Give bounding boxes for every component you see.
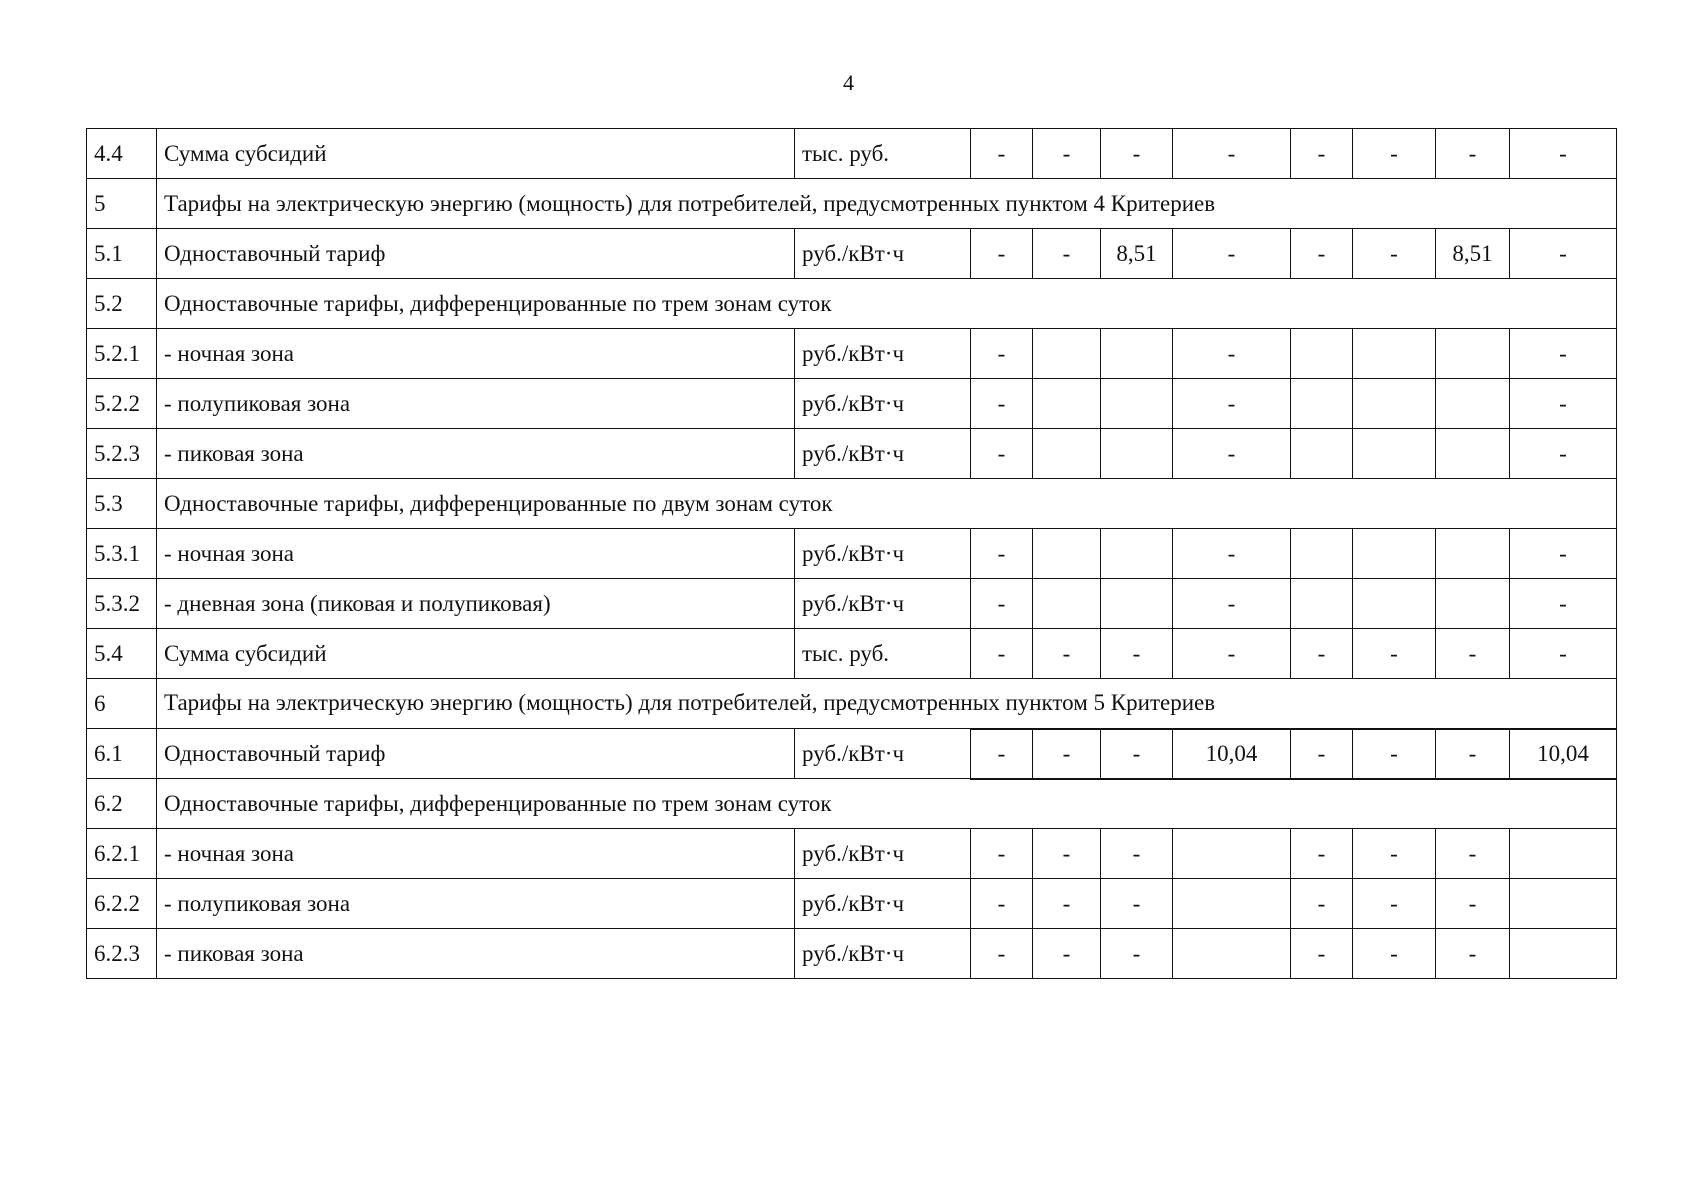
- value-cell: [1173, 879, 1291, 929]
- row-name: Сумма субсидий: [157, 629, 795, 679]
- section-heading: Тарифы на электрическую энергию (мощность) для потребителей, предусмотренных пунктом 5 Критериев: [157, 679, 1617, 729]
- value-cell: 10,04: [1510, 729, 1617, 779]
- row-number: 5.2: [87, 279, 157, 329]
- row-unit: тыс. руб.: [795, 129, 971, 179]
- value-cell: -: [971, 629, 1033, 679]
- row-number: 6.2.3: [87, 929, 157, 979]
- value-cell: [1173, 829, 1291, 879]
- value-cell: -: [1173, 379, 1291, 429]
- row-number: 6: [87, 679, 157, 729]
- row-unit: руб./кВт·ч: [795, 329, 971, 379]
- section-heading: Одноставочные тарифы, дифференцированные по трем зонам суток: [157, 779, 1617, 829]
- value-cell: -: [1101, 729, 1173, 779]
- value-cell: -: [1436, 129, 1510, 179]
- value-cell: -: [971, 429, 1033, 479]
- tariff-table: [86, 128, 1617, 979]
- value-cell: [1436, 329, 1510, 379]
- value-cell: [1353, 529, 1436, 579]
- row-number: 5.2.1: [87, 329, 157, 379]
- value-cell: 8,51: [1436, 229, 1510, 279]
- row-unit: руб./кВт·ч: [795, 379, 971, 429]
- value-cell: -: [1101, 129, 1173, 179]
- value-cell: -: [971, 929, 1033, 979]
- table-row: [87, 179, 1617, 229]
- row-number: 6.2.2: [87, 879, 157, 929]
- value-cell: [1101, 329, 1173, 379]
- table-row: [87, 779, 1617, 829]
- value-cell: -: [971, 829, 1033, 879]
- row-name: - ночная зона: [157, 529, 795, 579]
- value-cell: [1353, 329, 1436, 379]
- value-cell: -: [1353, 929, 1436, 979]
- row-unit: руб./кВт·ч: [795, 229, 971, 279]
- value-cell: -: [1173, 529, 1291, 579]
- row-unit: руб./кВт·ч: [795, 729, 971, 779]
- value-cell: -: [1291, 879, 1353, 929]
- value-cell: -: [1353, 879, 1436, 929]
- value-cell: -: [1510, 379, 1617, 429]
- value-cell: -: [1101, 629, 1173, 679]
- value-cell: [1436, 579, 1510, 629]
- value-cell: -: [1173, 129, 1291, 179]
- table-row: [87, 679, 1617, 729]
- value-cell: -: [1173, 629, 1291, 679]
- value-cell: -: [971, 729, 1033, 779]
- value-cell: -: [1033, 629, 1101, 679]
- value-cell: -: [1291, 629, 1353, 679]
- row-number: 5.3: [87, 479, 157, 529]
- row-number: 5.3.1: [87, 529, 157, 579]
- value-cell: -: [1173, 579, 1291, 629]
- value-cell: -: [1510, 229, 1617, 279]
- value-cell: [1291, 579, 1353, 629]
- value-cell: -: [1173, 429, 1291, 479]
- value-cell: -: [1510, 329, 1617, 379]
- value-cell: -: [1291, 229, 1353, 279]
- value-cell: -: [971, 579, 1033, 629]
- value-cell: [1101, 379, 1173, 429]
- row-unit: руб./кВт·ч: [795, 429, 971, 479]
- value-cell: [1101, 579, 1173, 629]
- value-cell: [1353, 429, 1436, 479]
- row-unit: руб./кВт·ч: [795, 529, 971, 579]
- row-name: - ночная зона: [157, 829, 795, 879]
- value-cell: [1033, 429, 1101, 479]
- row-name: - пиковая зона: [157, 929, 795, 979]
- table-row: [87, 879, 1617, 929]
- value-cell: -: [1353, 229, 1436, 279]
- value-cell: -: [1510, 429, 1617, 479]
- row-number: 6.1: [87, 729, 157, 779]
- value-cell: -: [971, 129, 1033, 179]
- row-name: Сумма субсидий: [157, 129, 795, 179]
- row-number: 6.2: [87, 779, 157, 829]
- table-row: [87, 929, 1617, 979]
- value-cell: -: [1173, 229, 1291, 279]
- value-cell: -: [1033, 879, 1101, 929]
- value-cell: 8,51: [1101, 229, 1173, 279]
- row-name: - дневная зона (пиковая и полупиковая): [157, 579, 795, 629]
- row-unit: руб./кВт·ч: [795, 879, 971, 929]
- value-cell: -: [1353, 129, 1436, 179]
- value-cell: -: [1353, 629, 1436, 679]
- value-cell: -: [1173, 329, 1291, 379]
- value-cell: -: [1291, 929, 1353, 979]
- value-cell: -: [1291, 129, 1353, 179]
- value-cell: [1436, 379, 1510, 429]
- table-row: [87, 729, 1617, 779]
- row-number: 4.4: [87, 129, 157, 179]
- value-cell: [1291, 529, 1353, 579]
- table-row: [87, 579, 1617, 629]
- value-cell: [1033, 329, 1101, 379]
- value-cell: -: [1101, 879, 1173, 929]
- value-cell: [1291, 329, 1353, 379]
- value-cell: -: [971, 879, 1033, 929]
- table-row: [87, 229, 1617, 279]
- table-row: [87, 129, 1617, 179]
- section-heading: Одноставочные тарифы, дифференцированные по двум зонам суток: [157, 479, 1617, 529]
- row-unit: тыс. руб.: [795, 629, 971, 679]
- value-cell: -: [1291, 729, 1353, 779]
- value-cell: -: [1033, 729, 1101, 779]
- value-cell: -: [1353, 829, 1436, 879]
- page-number: 4: [843, 70, 854, 95]
- table-row: [87, 829, 1617, 879]
- value-cell: -: [1033, 129, 1101, 179]
- value-cell: [1033, 529, 1101, 579]
- value-cell: [1101, 429, 1173, 479]
- value-cell: -: [1436, 879, 1510, 929]
- row-number: 5.1: [87, 229, 157, 279]
- table-row: [87, 429, 1617, 479]
- row-number: 5: [87, 179, 157, 229]
- value-cell: -: [1033, 929, 1101, 979]
- table-row: [87, 629, 1617, 679]
- row-name: Одноставочный тариф: [157, 229, 795, 279]
- table-row: [87, 529, 1617, 579]
- value-cell: [1353, 379, 1436, 429]
- table-row: [87, 329, 1617, 379]
- section-heading: Одноставочные тарифы, дифференцированные по трем зонам суток: [157, 279, 1617, 329]
- value-cell: [1291, 429, 1353, 479]
- row-number: 6.2.1: [87, 829, 157, 879]
- row-number: 5.4: [87, 629, 157, 679]
- value-cell: [1101, 529, 1173, 579]
- row-unit: руб./кВт·ч: [795, 929, 971, 979]
- value-cell: -: [1436, 929, 1510, 979]
- value-cell: [1353, 579, 1436, 629]
- section-heading: Тарифы на электрическую энергию (мощность) для потребителей, предусмотренных пунктом 4 Критериев: [157, 179, 1617, 229]
- row-unit: руб./кВт·ч: [795, 579, 971, 629]
- value-cell: -: [1353, 729, 1436, 779]
- value-cell: -: [1436, 729, 1510, 779]
- value-cell: -: [1510, 629, 1617, 679]
- value-cell: [1510, 829, 1617, 879]
- row-name: - пиковая зона: [157, 429, 795, 479]
- value-cell: -: [1510, 529, 1617, 579]
- value-cell: -: [1436, 829, 1510, 879]
- value-cell: -: [1510, 579, 1617, 629]
- row-unit: руб./кВт·ч: [795, 829, 971, 879]
- value-cell: [1510, 929, 1617, 979]
- row-number: 5.2.3: [87, 429, 157, 479]
- row-number: 5.2.2: [87, 379, 157, 429]
- row-name: - полупиковая зона: [157, 879, 795, 929]
- value-cell: 10,04: [1173, 729, 1291, 779]
- value-cell: [1510, 879, 1617, 929]
- value-cell: -: [1436, 629, 1510, 679]
- value-cell: [1436, 529, 1510, 579]
- value-cell: [1291, 379, 1353, 429]
- value-cell: -: [1101, 829, 1173, 879]
- value-cell: [1033, 379, 1101, 429]
- table-body: [87, 129, 1617, 979]
- row-name: - ночная зона: [157, 329, 795, 379]
- value-cell: -: [1101, 929, 1173, 979]
- value-cell: -: [971, 329, 1033, 379]
- value-cell: -: [971, 229, 1033, 279]
- table-row: [87, 379, 1617, 429]
- value-cell: -: [1510, 129, 1617, 179]
- row-name: - полупиковая зона: [157, 379, 795, 429]
- table-row: [87, 479, 1617, 529]
- value-cell: [1033, 579, 1101, 629]
- value-cell: -: [1033, 829, 1101, 879]
- table-row: [87, 279, 1617, 329]
- value-cell: -: [971, 529, 1033, 579]
- value-cell: -: [971, 379, 1033, 429]
- value-cell: [1436, 429, 1510, 479]
- row-number: 5.3.2: [87, 579, 157, 629]
- value-cell: [1173, 929, 1291, 979]
- value-cell: -: [1033, 229, 1101, 279]
- value-cell: -: [1291, 829, 1353, 879]
- row-name: Одноставочный тариф: [157, 729, 795, 779]
